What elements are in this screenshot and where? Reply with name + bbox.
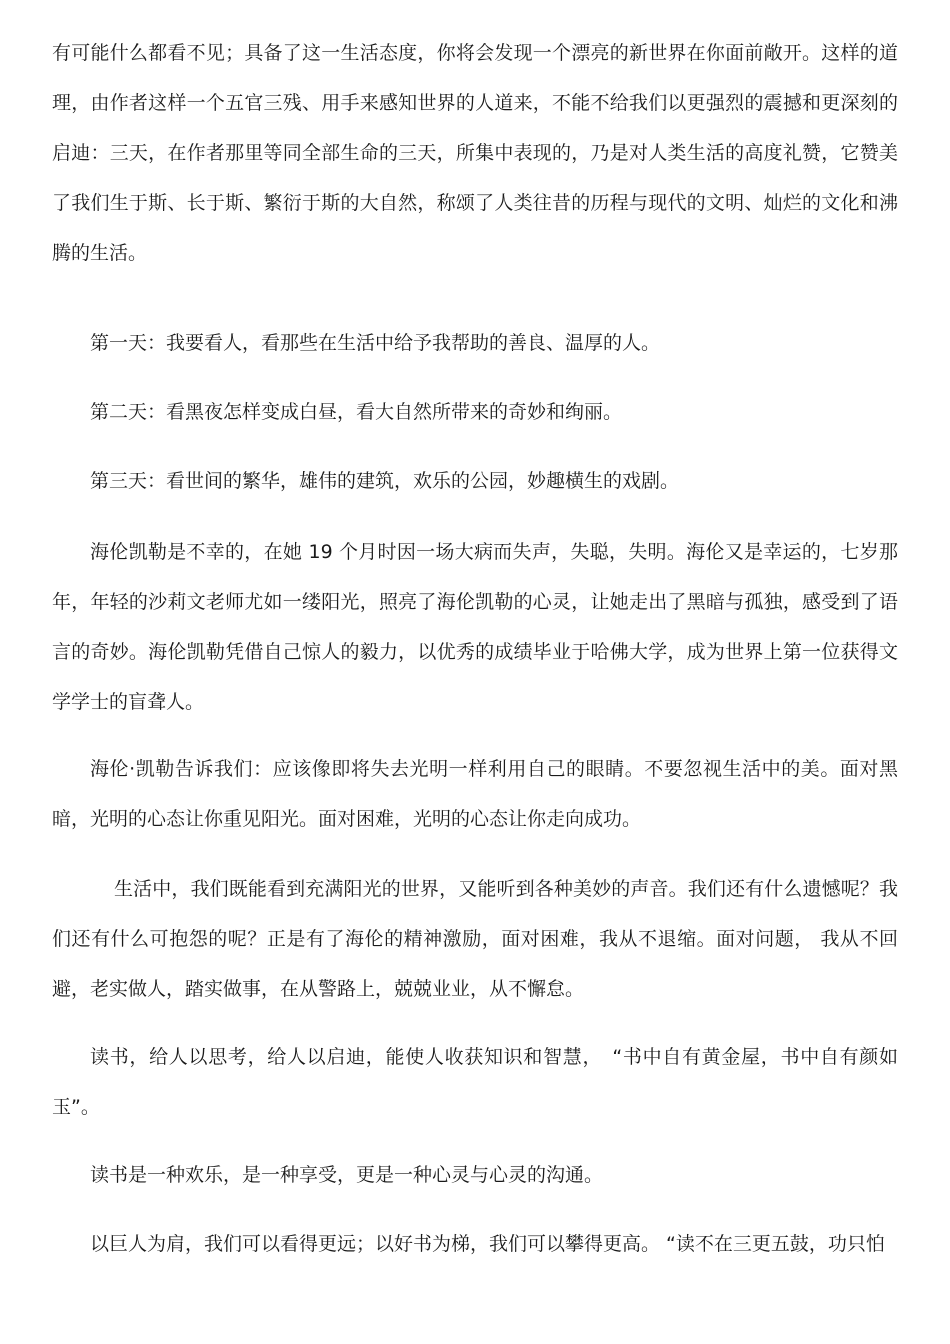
paragraph-5: 海伦凯勒是不幸的，在她 19 个月时因一场大病而失声，失聪，失明。海伦又是幸运的，七岁那年，年轻的沙莉文老师尤如一缕阳光，照亮了海伦凯勒的心灵，让她走出了黑暗与孤独，感受到了语言的奇妙。海伦凯勒凭借自己惊人的毅力，以优秀的成绩毕业于哈佛大学，成为世界上第一位获得文学学士的盲聋人。	[52, 541, 898, 713]
paragraph-1: 有可能什么都看不见；具备了这一生活态度，你将会发现一个漂亮的新世界在你面前敞开。这样的道理，由作者这样一个五官三残、用手来感知世界的人道来，不能不给我们以更强烈的震撼和更深刻的启迪：三天，在作者那里等同全部生命的三天，所集中表现的，乃是对人类生活的高度礼赞，它赞美了我们生于斯、长于斯、繁衍于斯的大自然，称颂了人类往昔的历程与现代的文明、灿烂的文化和沸腾的生活。	[52, 42, 898, 264]
paragraph-10: 以巨人为肩，我们可以看得更远；以好书为梯，我们可以攀得更高。 “读不在三更五鼓，功只怕	[90, 1233, 885, 1255]
paragraph-4: 第三天：看世间的繁华，雄伟的建筑，欢乐的公园，妙趣横生的戏剧。	[90, 470, 680, 492]
paragraph-9: 读书是一种欢乐，是一种享受，更是一种心灵与心灵的沟通。	[90, 1164, 604, 1186]
paragraph-3: 第二天：看黑夜怎样变成白昼，看大自然所带来的奇妙和绚丽。	[90, 401, 623, 423]
paragraph-2: 第一天：我要看人，看那些在生活中给予我帮助的善良、温厚的人。	[90, 332, 661, 354]
paragraph-6: 海伦·凯勒告诉我们：应该像即将失去光明一样利用自己的眼睛。不要忽视生活中的美。面对黑暗，光明的心态让你重见阳光。面对困难，光明的心态让你走向成功。	[52, 758, 898, 830]
paragraph-7: 生活中，我们既能看到充满阳光的世界，又能听到各种美妙的声音。我们还有什么遗憾呢？我们还有什么可抱怨的呢？正是有了海伦的精神激励，面对困难，我从不退缩。面对问题， 我从不回避，老实做人，踏实做事，在从警路上，兢兢业业，从不懈怠。	[52, 878, 898, 1000]
paragraph-8: 读书，给人以思考，给人以启迪，能使人收获知识和智慧， “书中自有黄金屋，书中自有颜如玉”。	[52, 1046, 898, 1118]
